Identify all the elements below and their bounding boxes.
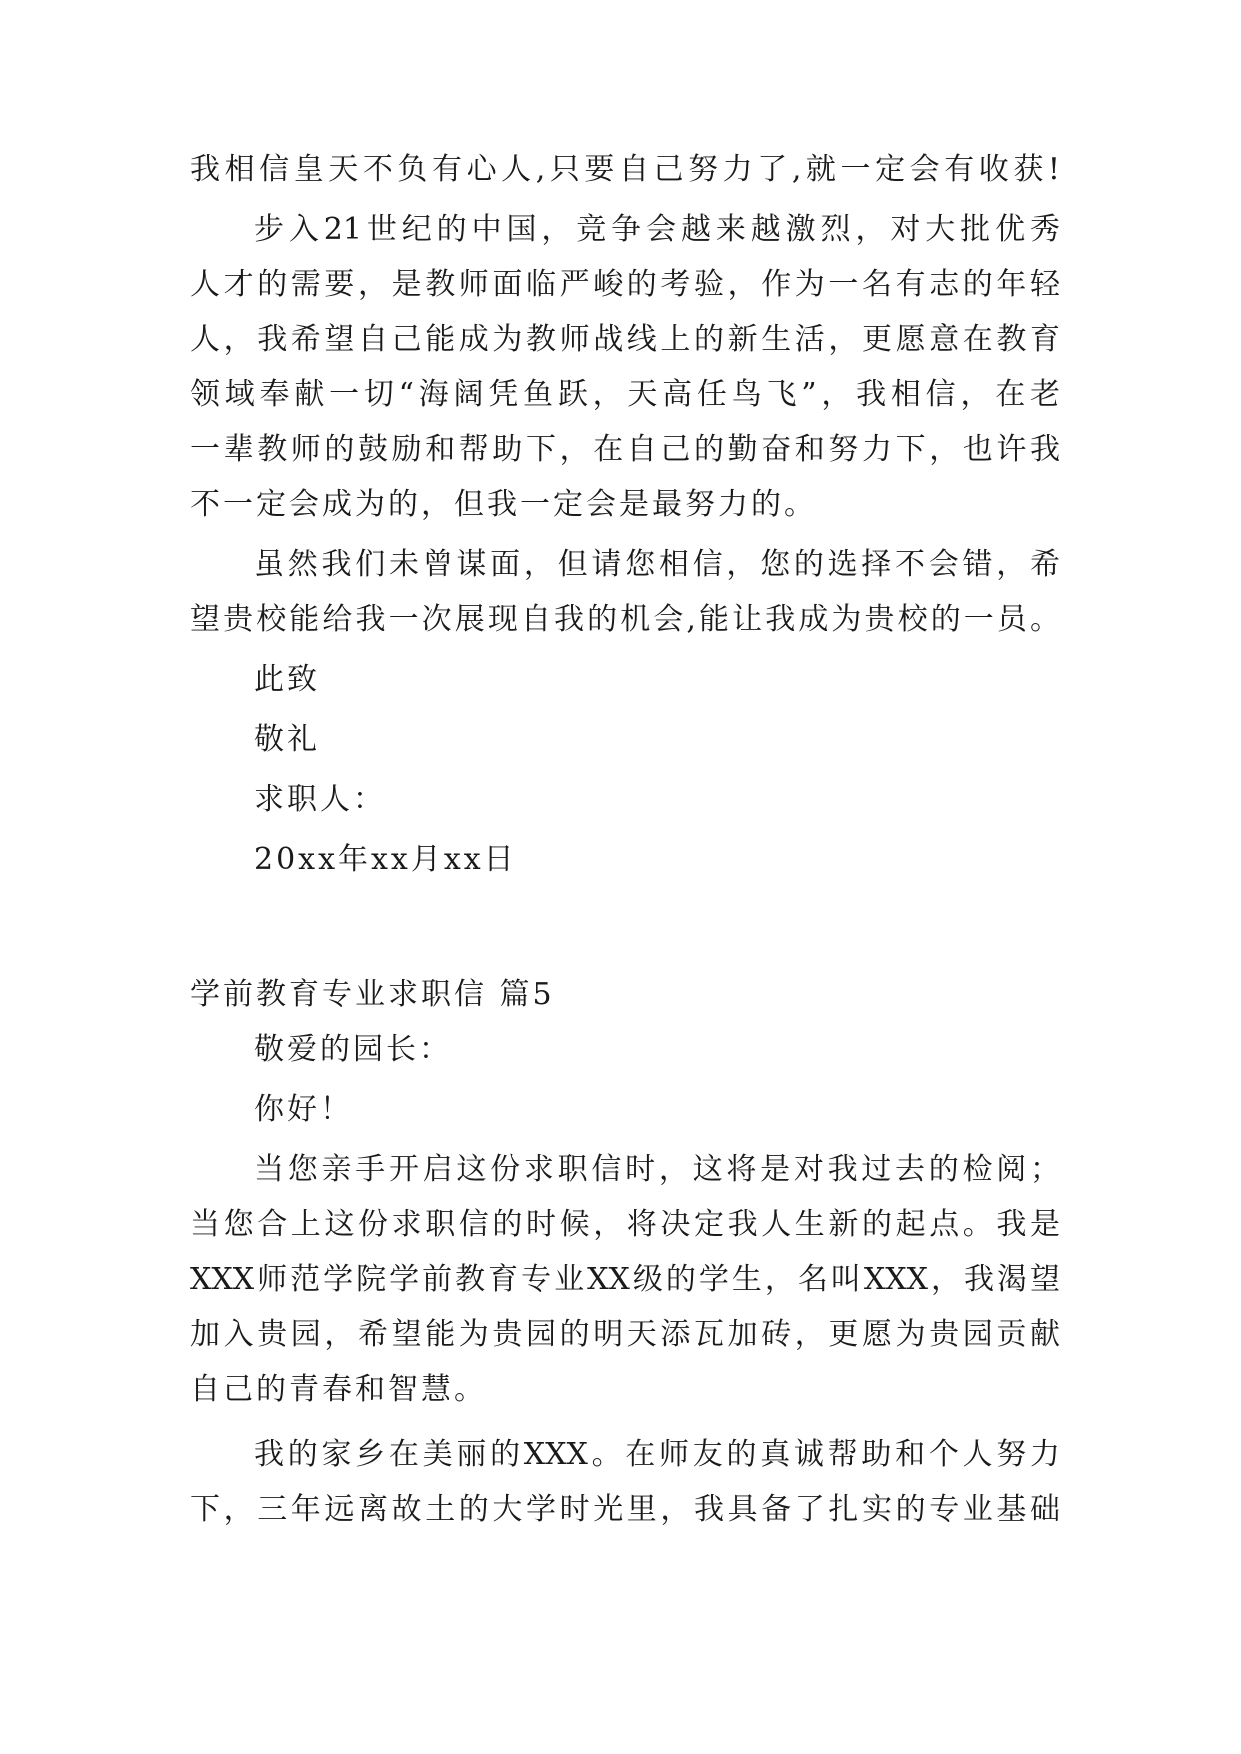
text-line: 一辈教师的鼓励和帮助下，在自己的勤奋和努力下，也许我 bbox=[190, 432, 1060, 467]
text-line: 我相信皇天不负有心人,只要自己努力了,就一定会有收获! bbox=[190, 152, 1060, 187]
text-line: 自己的青春和智慧。 bbox=[190, 1372, 487, 1407]
date-line: 20xx年xx月xx日 bbox=[254, 842, 517, 877]
text-line: 下，三年远离故土的大学时光里，我具备了扎实的专业基础 bbox=[190, 1492, 1060, 1527]
closing-line: 求职人： bbox=[254, 782, 386, 817]
text-line: 人，我希望自己能成为教师战线上的新生活，更愿意在教育 bbox=[190, 322, 1060, 357]
greeting-line: 你好！ bbox=[254, 1092, 353, 1127]
closing-line: 此致 bbox=[254, 662, 320, 697]
section-title: 学前教育专业求职信 篇5 bbox=[190, 977, 555, 1012]
closing-line: 敬礼 bbox=[254, 722, 320, 757]
text-line: 步入21世纪的中国，竞争会越来越激烈，对大批优秀 bbox=[254, 212, 1060, 247]
text-line: 虽然我们未曾谋面，但请您相信，您的选择不会错，希 bbox=[254, 547, 1060, 582]
greeting-line: 敬爱的园长： bbox=[254, 1032, 452, 1067]
text-line: 领域奉献一切“海阔凭鱼跃，天高任鸟飞”，我相信，在老 bbox=[190, 377, 1060, 412]
text-line: XXX师范学院学前教育专业XX级的学生，名叫XXX，我渴望 bbox=[190, 1262, 1060, 1297]
text-line: 当您合上这份求职信的时候，将决定我人生新的起点。我是 bbox=[190, 1207, 1060, 1242]
text-line: 不一定会成为的，但我一定会是最努力的。 bbox=[190, 487, 817, 522]
text-line: 当您亲手开启这份求职信时，这将是对我过去的检阅； bbox=[254, 1152, 1060, 1187]
text-line: 我的家乡在美丽的XXX。在师友的真诚帮助和个人努力 bbox=[254, 1437, 1060, 1472]
text-line: 人才的需要，是教师面临严峻的考验，作为一名有志的年轻 bbox=[190, 267, 1060, 302]
text-line: 望贵校能给我一次展现自我的机会,能让我成为贵校的一员。 bbox=[190, 602, 1060, 637]
text-line: 加入贵园，希望能为贵园的明天添瓦加砖，更愿为贵园贡献 bbox=[190, 1317, 1060, 1352]
